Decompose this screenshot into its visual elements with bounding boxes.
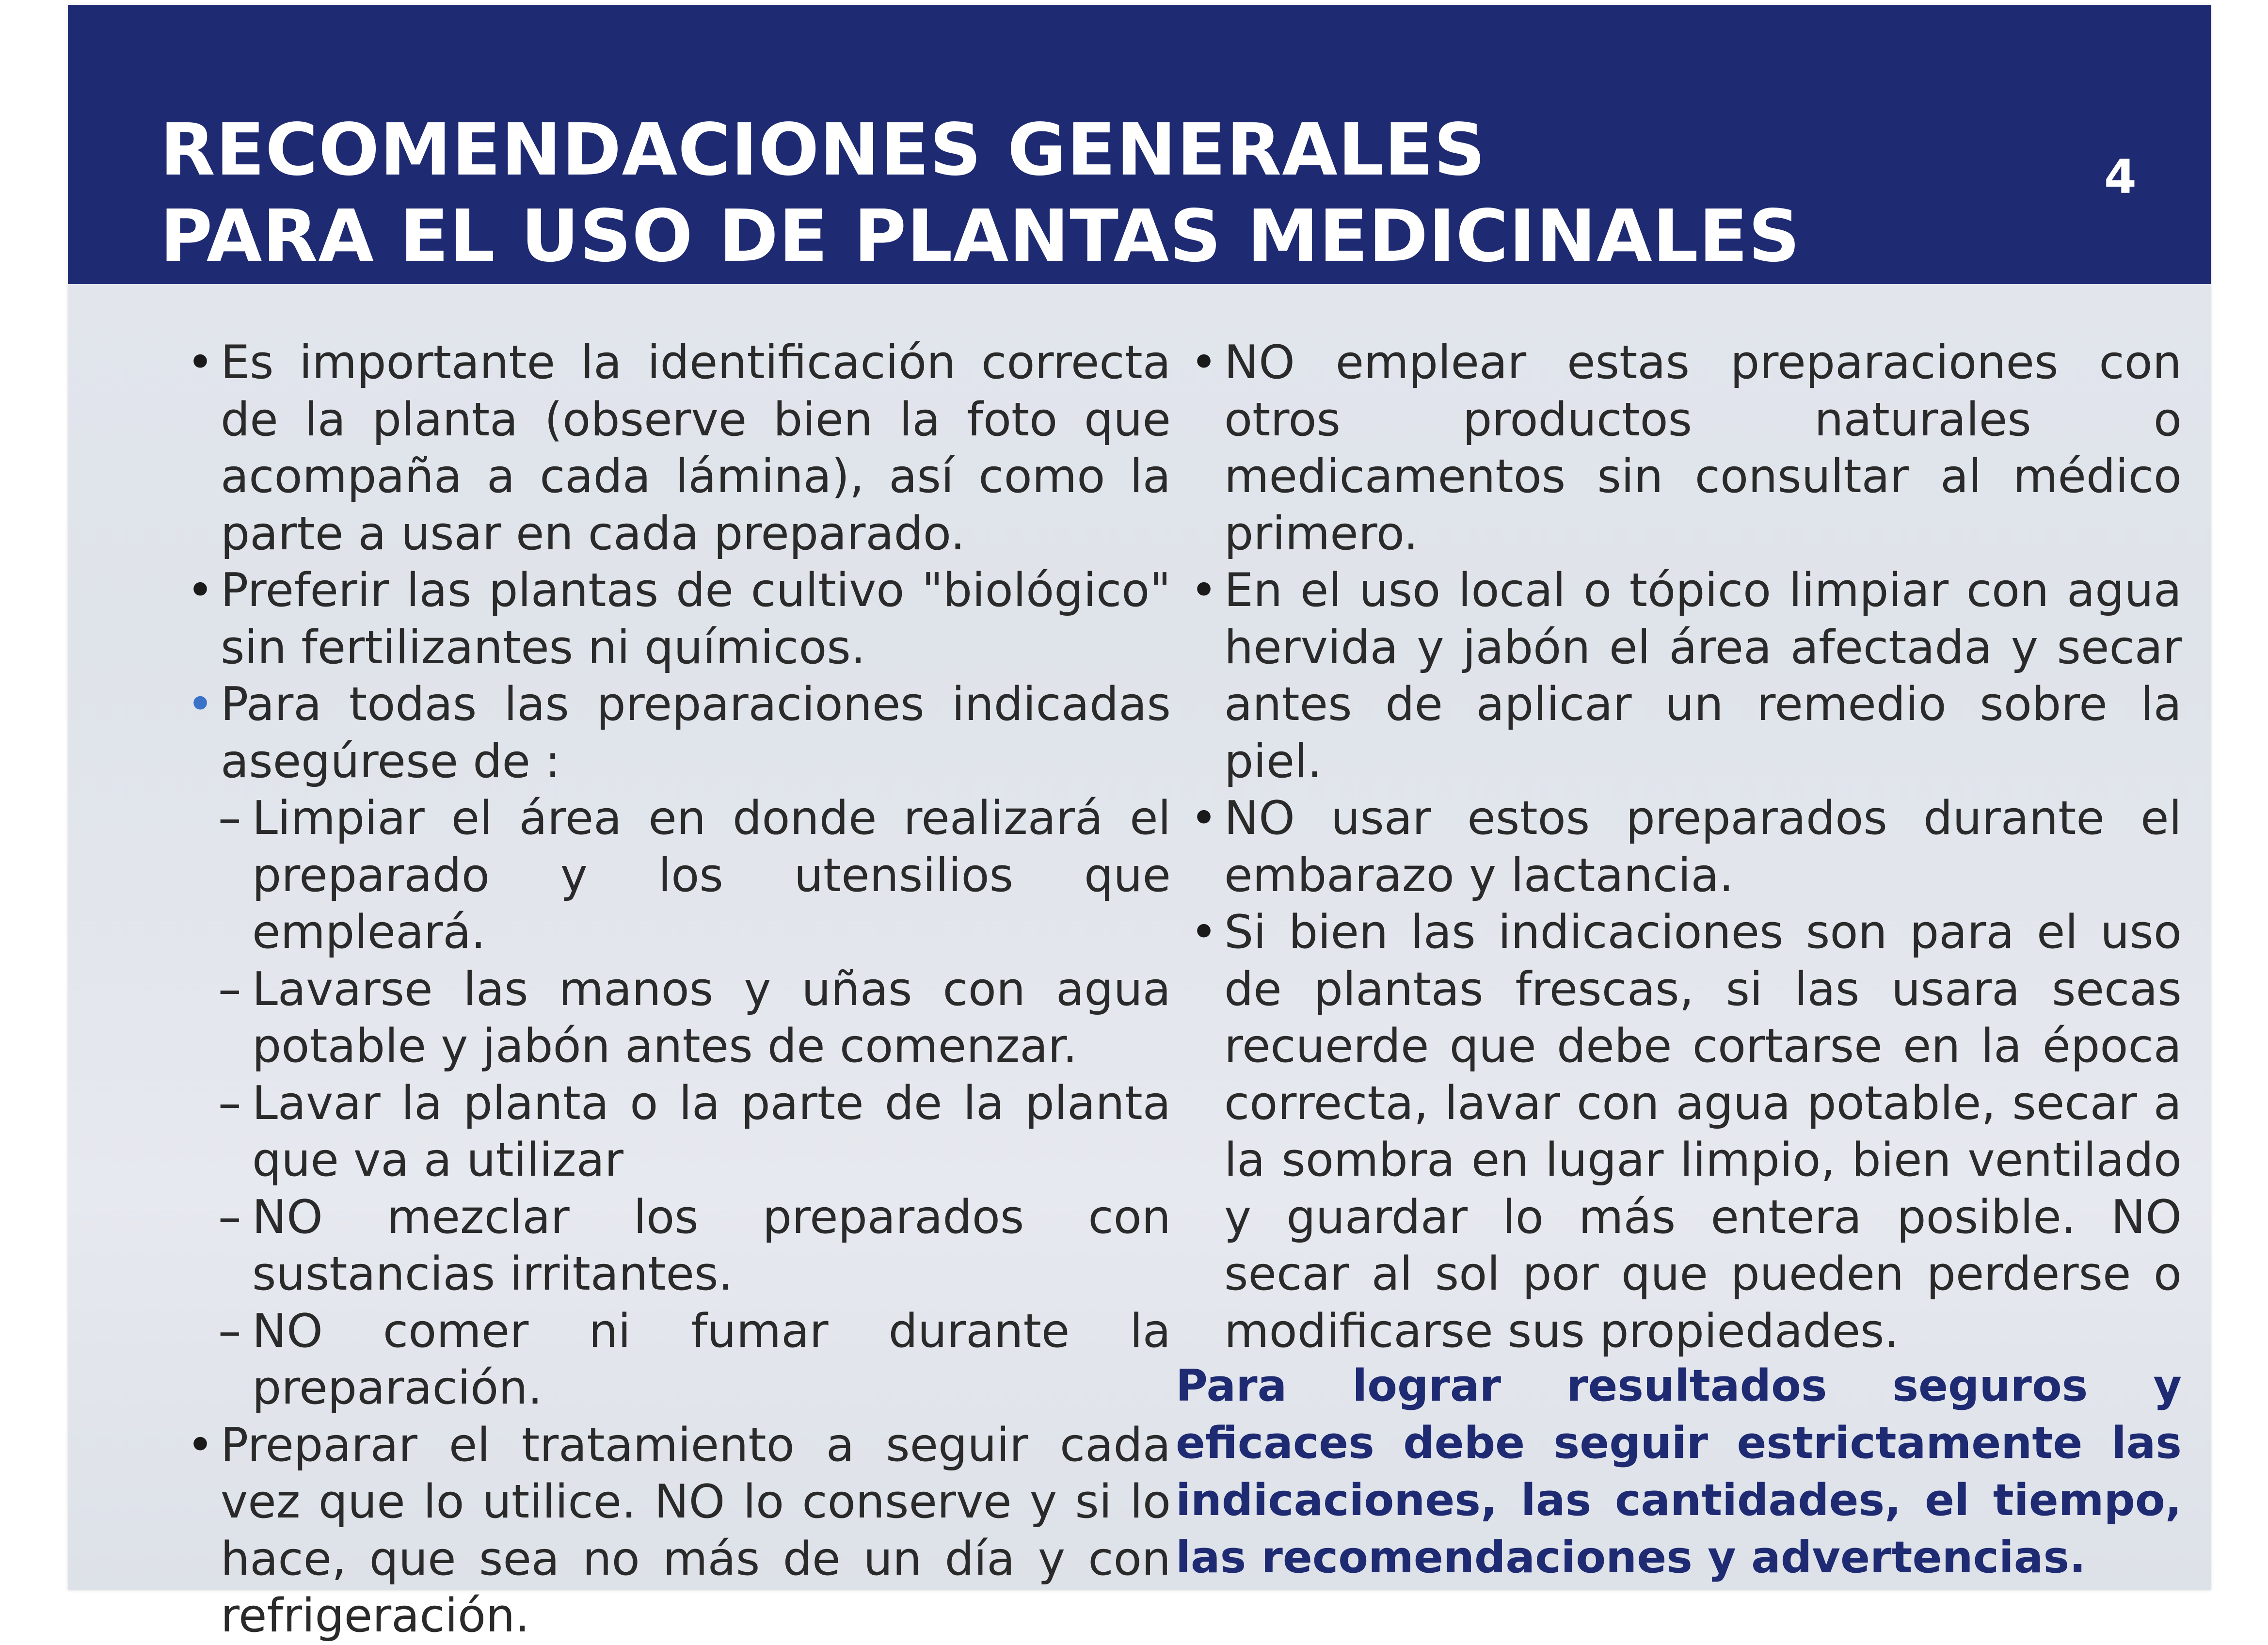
sub-list-item: – NO comer ni fumar durante la preparación. xyxy=(172,1303,1171,1417)
sub-list-item: – Lavar la planta o la parte de la planta que va a utilizar xyxy=(172,1075,1171,1189)
header-banner xyxy=(68,5,2211,284)
list-item: • NO emplear estas preparaciones con otros productos naturales o medicamentos sin consultar al médico primero. xyxy=(1176,335,2182,562)
title-line-1: RECOMENDACIONES GENERALES xyxy=(160,108,1486,192)
sub-list-item: – NO mezclar los preparados con sustancias irritantes. xyxy=(172,1189,1171,1303)
page-title xyxy=(160,107,1801,279)
list-item: • Es importante la identificación correcta de la planta (observe bien la foto que acompaña a cada lámina), así como la parte a usar en cada preparado. xyxy=(172,335,1171,562)
sub-list-item: – Lavarse las manos y uñas con agua potable y jabón antes de comenzar. xyxy=(172,961,1171,1075)
list-item: • Preparar el tratamiento a seguir cada vez que lo utilice. NO lo conserve y si lo hace, que sea no más de un día y con refrigeración. xyxy=(172,1417,1171,1645)
title-line-2: PARA EL USO DE PLANTAS MEDICINALES xyxy=(160,194,1801,278)
list-item: • En el uso local o tópico limpiar con agua hervida y jabón el área afectada y secar antes de aplicar un remedio sobre la piel. xyxy=(1176,562,2182,790)
list-item: • Para todas las preparaciones indicadas asegúrese de : xyxy=(172,676,1171,790)
sub-list-item: – Limpiar el área en donde realizará el preparado y los utensilios que empleará. xyxy=(172,790,1171,961)
left-column xyxy=(172,335,1171,1645)
advice-note: Para lograr resultados seguros y eficaces debe seguir estrictamente las indicaciones, las cantidades, el tiempo, las recomendaciones y advertencias. xyxy=(1176,1360,2182,1583)
document-page xyxy=(68,5,2211,1643)
list-item: • Si bien las indicaciones son para el uso de plantas frescas, si las usara secas recuerde que debe cortarse en la época correcta, lavar con agua potable, secar a la sombra en lugar limpio, bien ventilado y guardar lo más entera posible. NO secar al sol por que pueden perderse o modificarse sus propiedades. xyxy=(1176,904,2182,1360)
list-item: • Preferir las plantas de cultivo "biológico" sin fertilizantes ni químicos. xyxy=(172,562,1171,676)
list-item: • NO usar estos preparados durante el embarazo y lactancia. xyxy=(1176,790,2182,904)
right-column xyxy=(1176,335,2182,1360)
page-number: 4 xyxy=(2104,150,2137,204)
